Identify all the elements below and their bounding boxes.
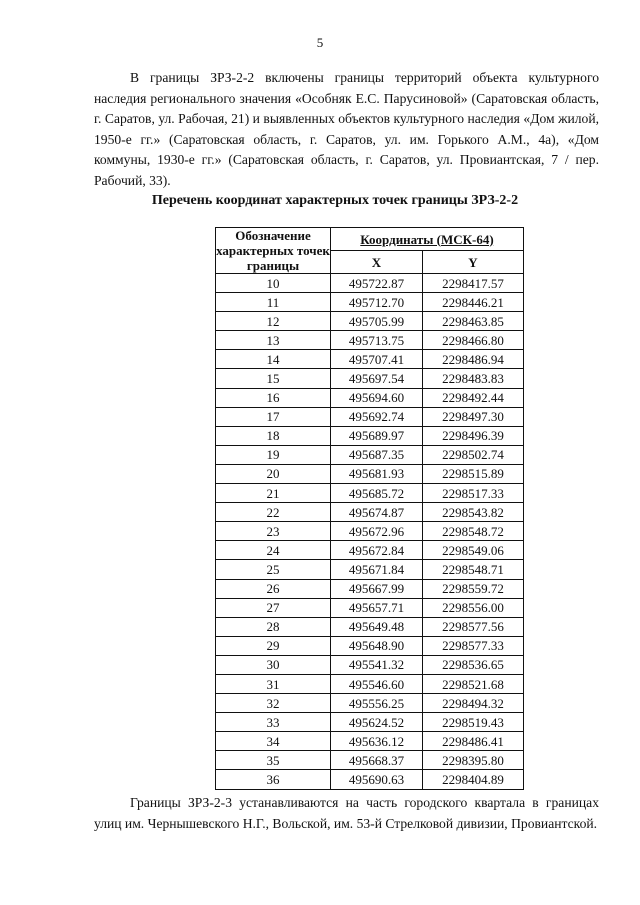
table-row: [216, 407, 524, 426]
point-cell: 13: [216, 331, 331, 350]
y-cell: 2298494.32: [423, 694, 524, 713]
point-cell: 25: [216, 560, 331, 579]
table-row: [216, 426, 524, 445]
y-cell: 2298502.74: [423, 445, 524, 464]
y-cell: 2298559.72: [423, 579, 524, 598]
table-row: [216, 312, 524, 331]
y-cell: 2298517.33: [423, 484, 524, 503]
table-row: [216, 350, 524, 369]
table-row: [216, 522, 524, 541]
table-row: [216, 674, 524, 693]
x-cell: 495705.99: [331, 312, 423, 331]
x-cell: 495667.99: [331, 579, 423, 598]
intro-paragraph: В границы ЗРЗ-2-2 включены границы территорий объекта культурного наследия регионального значения «Особняк Е.С. Парусиновой» (Саратовская область, г. Саратов, ул. Рабочая, 21) и выявленных объектов культурного наследия «Дом жилой, 1950-е гг.» (Саратовская область, г. Саратов, ул. им. Горького А.М., 4а), «Дом коммуны, 1930-е гг.» (Саратовская область, г. Саратов, ул. Провиантская, 7 / пер. Рабочий, 33).: [94, 70, 599, 188]
x-cell: 495668.37: [331, 751, 423, 770]
x-cell: 495689.97: [331, 426, 423, 445]
table-row: [216, 732, 524, 751]
y-cell: 2298536.65: [423, 655, 524, 674]
x-cell: 495697.54: [331, 369, 423, 388]
table-row: [216, 388, 524, 407]
table-row: [216, 274, 524, 293]
x-cell: 495685.72: [331, 484, 423, 503]
x-cell: 495672.96: [331, 522, 423, 541]
y-cell: 2298548.71: [423, 560, 524, 579]
point-cell: 24: [216, 541, 331, 560]
y-cell: 2298466.80: [423, 331, 524, 350]
y-cell: 2298446.21: [423, 293, 524, 312]
header-coordinates: Координаты (МСК-64): [331, 228, 524, 251]
y-cell: 2298486.41: [423, 732, 524, 751]
y-cell: 2298521.68: [423, 674, 524, 693]
x-cell: 495707.41: [331, 350, 423, 369]
y-cell: 2298577.56: [423, 617, 524, 636]
header-y: Y: [423, 251, 524, 274]
point-cell: 34: [216, 732, 331, 751]
point-cell: 11: [216, 293, 331, 312]
x-cell: 495690.63: [331, 770, 423, 789]
x-cell: 495648.90: [331, 636, 423, 655]
point-cell: 35: [216, 751, 331, 770]
coordinates-table: [215, 227, 524, 790]
x-cell: 495671.84: [331, 560, 423, 579]
point-cell: 18: [216, 426, 331, 445]
point-cell: 32: [216, 694, 331, 713]
y-cell: 2298492.44: [423, 388, 524, 407]
table-row: [216, 598, 524, 617]
page-number: 5: [316, 35, 324, 50]
y-cell: 2298395.80: [423, 751, 524, 770]
point-cell: 29: [216, 636, 331, 655]
outro-paragraph: Границы ЗРЗ-2-3 устанавливаются на часть городского квартала в границах улиц им. Чернышевского Н.Г., Вольской, им. 53-й Стрелковой дивизии, Провиантской.: [94, 795, 599, 831]
point-cell: 19: [216, 445, 331, 464]
y-cell: 2298549.06: [423, 541, 524, 560]
table-row: [216, 751, 524, 770]
table-row: [216, 331, 524, 350]
y-cell: 2298577.33: [423, 636, 524, 655]
table-row: [216, 617, 524, 636]
x-cell: 495649.48: [331, 617, 423, 636]
table-row: [216, 484, 524, 503]
y-cell: 2298519.43: [423, 713, 524, 732]
x-cell: 495692.74: [331, 407, 423, 426]
point-cell: 28: [216, 617, 331, 636]
y-cell: 2298463.85: [423, 312, 524, 331]
x-cell: 495687.35: [331, 445, 423, 464]
point-cell: 23: [216, 522, 331, 541]
point-cell: 21: [216, 484, 331, 503]
x-cell: 495541.32: [331, 655, 423, 674]
table-row: [216, 293, 524, 312]
x-cell: 495546.60: [331, 674, 423, 693]
point-cell: 15: [216, 369, 331, 388]
y-cell: 2298543.82: [423, 503, 524, 522]
x-cell: 495657.71: [331, 598, 423, 617]
y-cell: 2298497.30: [423, 407, 524, 426]
point-cell: 17: [216, 407, 331, 426]
x-cell: 495713.75: [331, 331, 423, 350]
table-row: [216, 541, 524, 560]
x-cell: 495674.87: [331, 503, 423, 522]
table-row: [216, 445, 524, 464]
y-cell: 2298496.39: [423, 426, 524, 445]
y-cell: 2298486.94: [423, 350, 524, 369]
table-row: [216, 464, 524, 483]
x-cell: 495672.84: [331, 541, 423, 560]
y-cell: 2298556.00: [423, 598, 524, 617]
point-cell: 16: [216, 388, 331, 407]
table-row: [216, 560, 524, 579]
x-cell: 495636.12: [331, 732, 423, 751]
point-cell: 26: [216, 579, 331, 598]
y-cell: 2298483.83: [423, 369, 524, 388]
x-cell: 495681.93: [331, 464, 423, 483]
x-cell: 495712.70: [331, 293, 423, 312]
point-cell: 14: [216, 350, 331, 369]
x-cell: 495694.60: [331, 388, 423, 407]
point-cell: 30: [216, 655, 331, 674]
y-cell: 2298417.57: [423, 274, 524, 293]
coordinates-table-body: [216, 274, 524, 790]
header-point-designation: Обозначение характерных точек границы: [216, 228, 330, 273]
y-cell: 2298404.89: [423, 770, 524, 789]
table-row: [216, 503, 524, 522]
table-row: [216, 636, 524, 655]
point-cell: 22: [216, 503, 331, 522]
point-cell: 27: [216, 598, 331, 617]
table-row: [216, 369, 524, 388]
table-row: [216, 713, 524, 732]
table-row: [216, 770, 524, 789]
x-cell: 495556.25: [331, 694, 423, 713]
table-row: [216, 694, 524, 713]
point-cell: 20: [216, 464, 331, 483]
point-cell: 31: [216, 674, 331, 693]
point-cell: 33: [216, 713, 331, 732]
header-x: X: [331, 251, 423, 274]
point-cell: 36: [216, 770, 331, 789]
table-row: [216, 655, 524, 674]
point-cell: 12: [216, 312, 331, 331]
y-cell: 2298515.89: [423, 464, 524, 483]
table-title: Перечень координат характерных точек границы ЗРЗ-2-2: [151, 193, 519, 208]
x-cell: 495722.87: [331, 274, 423, 293]
x-cell: 495624.52: [331, 713, 423, 732]
y-cell: 2298548.72: [423, 522, 524, 541]
table-row: [216, 579, 524, 598]
point-cell: 10: [216, 274, 331, 293]
